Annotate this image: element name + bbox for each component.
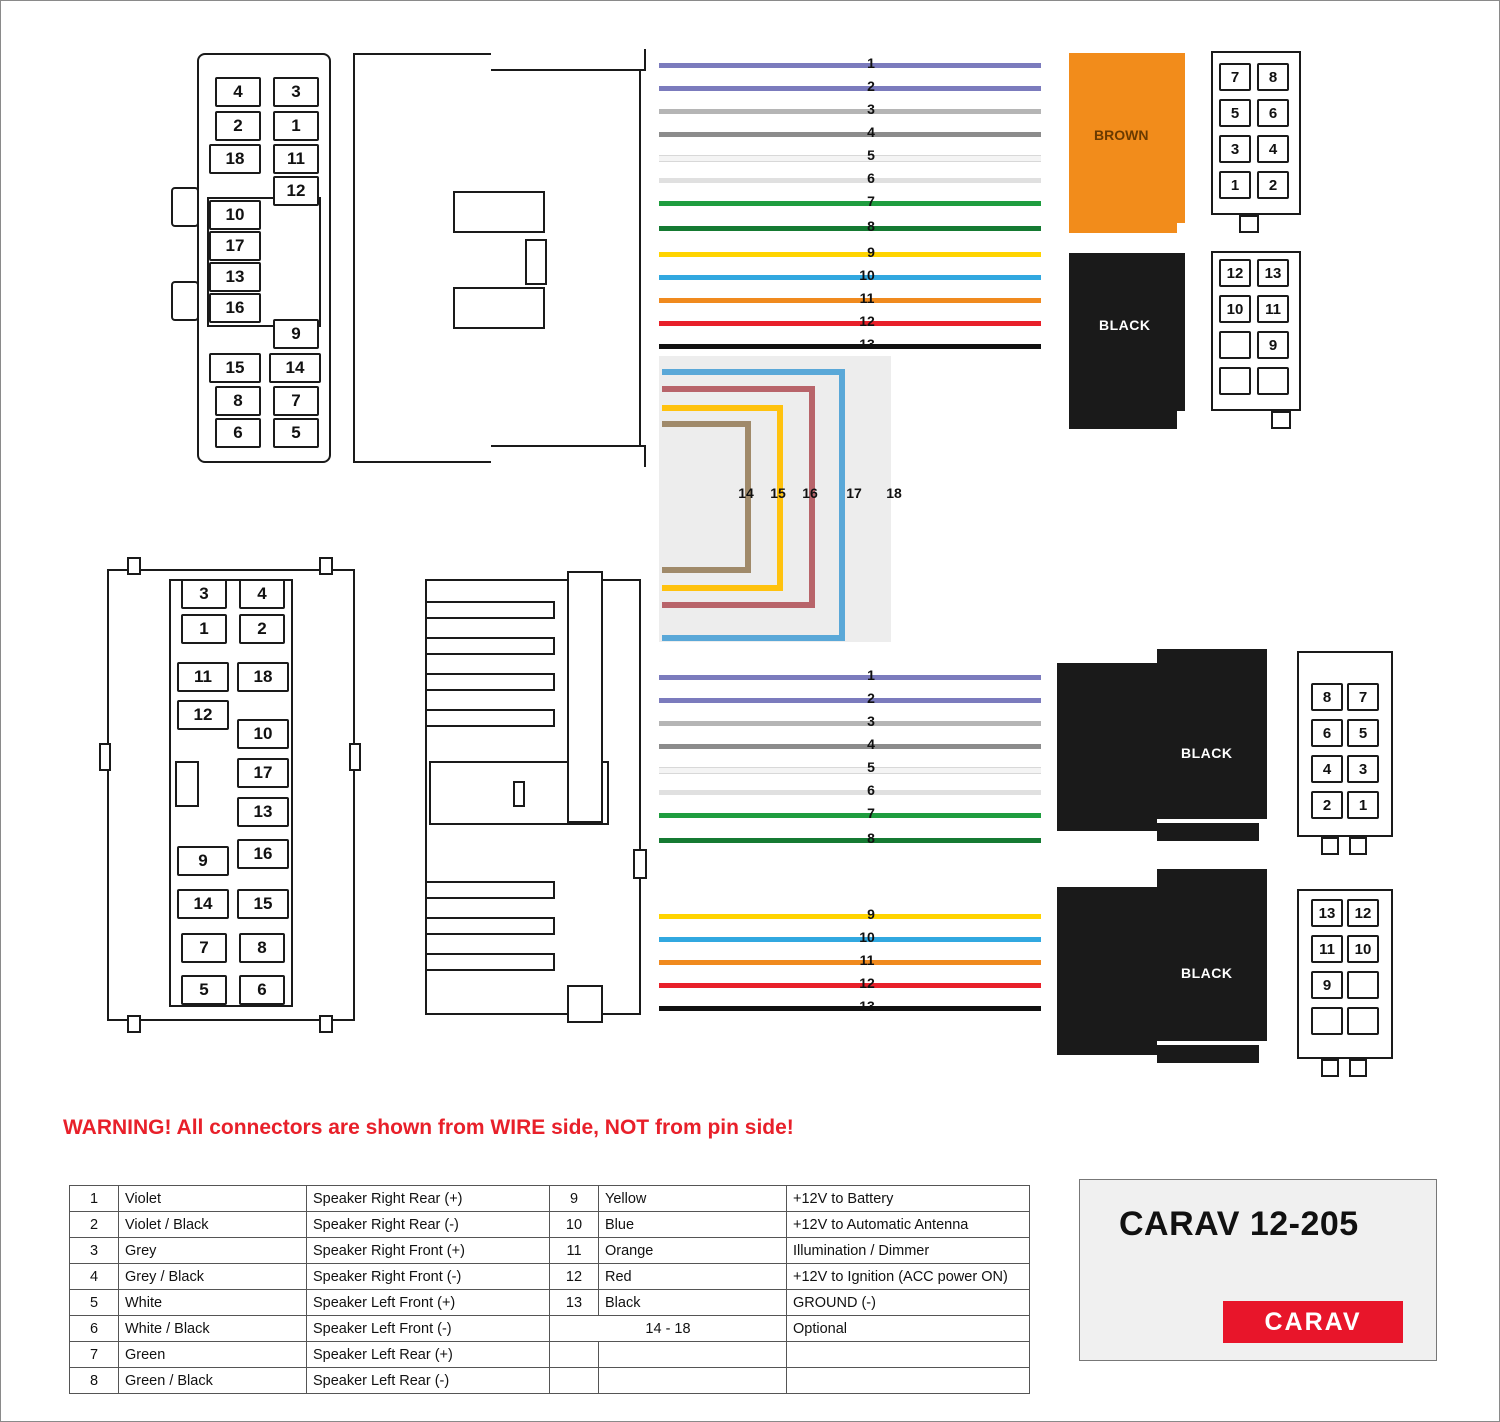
wire-1 — [659, 675, 1041, 680]
table-row — [70, 1290, 1030, 1316]
legend-color-r — [599, 1368, 787, 1394]
pin-box: 6 — [1257, 99, 1289, 127]
wire-number: 13 — [859, 998, 875, 1014]
pin-box: 8 — [1257, 63, 1289, 91]
legend-color: Green / Black — [119, 1368, 307, 1394]
pin-box: 13 — [1311, 899, 1343, 927]
profile-notch-top — [491, 49, 646, 71]
wire-number: 17 — [846, 485, 862, 501]
iso-brown-pin-housing-tab — [1239, 215, 1259, 233]
legend-desc: Speaker Right Rear (+) — [307, 1186, 550, 1212]
legend-desc-r: +12V to Ignition (ACC power ON) — [787, 1264, 1030, 1290]
wire-17 — [839, 369, 845, 641]
pin-box: 12 — [177, 700, 229, 730]
wire-9 — [659, 252, 1041, 257]
profile-rib-6 — [425, 917, 555, 935]
pin-box: 8 — [215, 386, 261, 416]
wire-number: 9 — [867, 244, 875, 260]
pin-box: 6 — [239, 975, 285, 1005]
iso-brown-label: BROWN — [1094, 127, 1149, 143]
iso-black-connector-bottom-2b — [1157, 869, 1267, 1041]
wire-number: 3 — [867, 101, 875, 117]
top-left-connector-profile — [353, 53, 641, 463]
legend-num-r: 12 — [550, 1264, 599, 1290]
wire-number: 6 — [867, 170, 875, 186]
wire-3 — [659, 109, 1041, 114]
wire-14-h — [662, 421, 748, 427]
iso-black-connector-bottom-1b — [1157, 649, 1267, 819]
legend-desc-r — [787, 1368, 1030, 1394]
iso-black-connector-bottom-2-tab — [1157, 1045, 1259, 1063]
pin-box: 11 — [1311, 935, 1343, 963]
pin-box — [1347, 971, 1379, 999]
legend-num-r: 10 — [550, 1212, 599, 1238]
pin-box: 2 — [1257, 171, 1289, 199]
profile-rib-3 — [425, 673, 555, 691]
warning-text: WARNING! All connectors are shown from WIRE side, NOT from pin side! — [63, 1116, 794, 1139]
wire-10 — [659, 275, 1041, 280]
wire-number: 12 — [859, 313, 875, 329]
pin-box — [1219, 331, 1251, 359]
pin-box: 12 — [1219, 259, 1251, 287]
wire-16-h — [662, 386, 812, 392]
pin-box: 6 — [215, 418, 261, 448]
table-row — [70, 1186, 1030, 1212]
wire-number: 5 — [867, 759, 875, 775]
legend-desc-r: +12V to Automatic Antenna — [787, 1212, 1030, 1238]
bottom-left-connector-latch-tr — [319, 557, 333, 575]
legend-num-r: 13 — [550, 1290, 599, 1316]
legend-desc-r: Illumination / Dimmer — [787, 1238, 1030, 1264]
table-row — [70, 1368, 1030, 1394]
pin-box: 1 — [1347, 791, 1379, 819]
iso-pin-housing-bottom-2-tab-l — [1321, 1059, 1339, 1077]
profile-rib-1 — [425, 601, 555, 619]
pin-box: 5 — [181, 975, 227, 1005]
wire-6 — [659, 178, 1041, 183]
iso-pin-housing-bottom-1-tab-l — [1321, 837, 1339, 855]
pin-box: 4 — [215, 77, 261, 107]
pin-box: 17 — [209, 231, 261, 261]
legend-color-r: Yellow — [599, 1186, 787, 1212]
pin-box: 2 — [1311, 791, 1343, 819]
legend-color: Violet / Black — [119, 1212, 307, 1238]
pin-box: 15 — [237, 889, 289, 919]
wire-number: 9 — [867, 906, 875, 922]
wire-number: 8 — [867, 218, 875, 234]
wire-number: 11 — [859, 290, 875, 306]
wire-5 — [659, 767, 1041, 774]
wire-5 — [659, 155, 1041, 162]
legend-num-r: 14 - 18 — [550, 1316, 787, 1342]
pin-box — [1257, 367, 1289, 395]
wire-number: 4 — [867, 736, 875, 752]
profile-inner-block-3 — [525, 239, 547, 285]
pin-box: 11 — [273, 144, 319, 174]
wire-number: 6 — [867, 782, 875, 798]
profile-rib-4 — [425, 709, 555, 727]
wire-number: 12 — [859, 975, 875, 991]
legend-num: 7 — [70, 1342, 119, 1368]
wire-10 — [659, 937, 1041, 942]
pin-box: 14 — [269, 353, 321, 383]
pin-box: 15 — [209, 353, 261, 383]
wire-2 — [659, 86, 1041, 91]
wire-number: 16 — [802, 485, 818, 501]
legend-num: 8 — [70, 1368, 119, 1394]
top-left-connector-tab-2 — [171, 281, 199, 321]
profile-rib-2 — [425, 637, 555, 655]
legend-num-r — [550, 1342, 599, 1368]
pin-box: 3 — [273, 77, 319, 107]
pin-box: 3 — [181, 579, 227, 609]
table-row — [70, 1212, 1030, 1238]
pin-box: 13 — [209, 262, 261, 292]
legend-desc: Speaker Right Rear (-) — [307, 1212, 550, 1238]
profile-right-rail-bottom — [567, 985, 603, 1023]
pin-box: 3 — [1219, 135, 1251, 163]
table-row — [70, 1238, 1030, 1264]
legend-desc-r: GROUND (-) — [787, 1290, 1030, 1316]
pin-box: 1 — [181, 614, 227, 644]
pin-box: 4 — [1257, 135, 1289, 163]
wire-8 — [659, 838, 1041, 843]
pin-box: 10 — [237, 719, 289, 749]
pin-box: 10 — [1219, 295, 1251, 323]
legend-color-r: Red — [599, 1264, 787, 1290]
wire-number: 14 — [738, 485, 754, 501]
legend-num-r: 11 — [550, 1238, 599, 1264]
wire-4 — [659, 744, 1041, 749]
top-left-connector-tab-1 — [171, 187, 199, 227]
wire-number: 7 — [867, 193, 875, 209]
legend-num: 1 — [70, 1186, 119, 1212]
profile-rib-5 — [425, 881, 555, 899]
wire-number: 2 — [867, 690, 875, 706]
wire-11 — [659, 960, 1041, 965]
pin-box: 4 — [239, 579, 285, 609]
wire-7 — [659, 813, 1041, 818]
profile-inner-block-1 — [453, 191, 545, 233]
iso-brown-connector-tab — [1069, 215, 1177, 233]
wire-number: 10 — [859, 267, 875, 283]
wire-number: 11 — [859, 952, 875, 968]
wire-13 — [659, 344, 1041, 349]
pin-box: 10 — [209, 200, 261, 230]
pin-box: 1 — [273, 111, 319, 141]
legend-num: 3 — [70, 1238, 119, 1264]
wire-2 — [659, 698, 1041, 703]
pin-box: 6 — [1311, 719, 1343, 747]
pin-box: 5 — [1219, 99, 1251, 127]
pin-box — [1219, 367, 1251, 395]
pin-box: 16 — [209, 293, 261, 323]
pin-box: 7 — [1219, 63, 1251, 91]
wire-15-h — [662, 405, 780, 411]
legend-color-r — [599, 1342, 787, 1368]
pin-box: 11 — [177, 662, 229, 692]
pin-box: 18 — [237, 662, 289, 692]
pin-box: 9 — [177, 846, 229, 876]
pin-box — [1311, 1007, 1343, 1035]
legend-color-r: Black — [599, 1290, 787, 1316]
profile-side-notch — [633, 849, 647, 879]
table-row — [70, 1316, 1030, 1342]
iso-pin-housing-bottom-1-tab-r — [1349, 837, 1367, 855]
wire-17-h — [662, 369, 842, 375]
pin-box: 17 — [237, 758, 289, 788]
wire-13 — [659, 1006, 1041, 1011]
wire-11 — [659, 298, 1041, 303]
legend-desc: Speaker Left Rear (+) — [307, 1342, 550, 1368]
pin-box: 9 — [273, 319, 319, 349]
wire-number: 5 — [867, 147, 875, 163]
pin-box: 7 — [273, 386, 319, 416]
legend-color-r: Blue — [599, 1212, 787, 1238]
pin-box: 16 — [237, 839, 289, 869]
bottom-left-connector-key — [175, 761, 199, 807]
pin-box: 7 — [181, 933, 227, 963]
wire-16-h2 — [662, 602, 812, 608]
iso-black-connector-bottom-1-tab — [1157, 823, 1259, 841]
profile-inner-block-2 — [453, 287, 545, 329]
pin-box: 3 — [1347, 755, 1379, 783]
wire-number: 1 — [867, 667, 875, 683]
profile-right-rail — [567, 571, 603, 823]
pin-box: 5 — [1347, 719, 1379, 747]
table-row — [70, 1264, 1030, 1290]
legend-color-r: Orange — [599, 1238, 787, 1264]
legend-desc-r: Optional — [787, 1316, 1030, 1342]
pin-box: 13 — [237, 797, 289, 827]
iso-black-label-top: BLACK — [1099, 317, 1151, 333]
legend-desc: Speaker Right Front (+) — [307, 1238, 550, 1264]
wire-number: 2 — [867, 78, 875, 94]
pin-box: 4 — [1311, 755, 1343, 783]
legend-desc-r — [787, 1342, 1030, 1368]
wire-8 — [659, 226, 1041, 231]
pin-legend-table — [69, 1185, 1030, 1394]
legend-num-r: 9 — [550, 1186, 599, 1212]
legend-color: Grey / Black — [119, 1264, 307, 1290]
pin-box: 10 — [1347, 935, 1379, 963]
bottom-left-connector-latch-br — [319, 1015, 333, 1033]
wire-number: 13 — [859, 336, 875, 352]
wire-17-h2 — [662, 635, 842, 641]
pin-box: 2 — [239, 614, 285, 644]
wire-15-h2 — [662, 585, 780, 591]
pin-box: 13 — [1257, 259, 1289, 287]
legend-num: 4 — [70, 1264, 119, 1290]
pin-box: 1 — [1219, 171, 1251, 199]
wire-4 — [659, 132, 1041, 137]
profile-center-keyway — [513, 781, 525, 807]
legend-num: 2 — [70, 1212, 119, 1238]
wire-9 — [659, 914, 1041, 919]
wire-6 — [659, 790, 1041, 795]
legend-desc-r: +12V to Battery — [787, 1186, 1030, 1212]
profile-notch-bottom — [491, 445, 646, 467]
pin-box — [1347, 1007, 1379, 1035]
product-code: CARAV 12-205 — [1119, 1205, 1359, 1243]
bottom-left-connector-latch-bl — [127, 1015, 141, 1033]
iso-black-connector-top-tab — [1069, 411, 1177, 429]
legend-num: 6 — [70, 1316, 119, 1342]
iso-black-label-bottom-1: BLACK — [1181, 745, 1233, 761]
pin-box: 11 — [1257, 295, 1289, 323]
carav-logo: CARAV — [1223, 1301, 1403, 1343]
legend-desc: Speaker Right Front (-) — [307, 1264, 550, 1290]
wire-12 — [659, 321, 1041, 326]
iso-pin-housing-bottom-2-tab-r — [1349, 1059, 1367, 1077]
legend-color: Violet — [119, 1186, 307, 1212]
legend-color: Grey — [119, 1238, 307, 1264]
wire-number: 10 — [859, 929, 875, 945]
legend-num-r — [550, 1368, 599, 1394]
bottom-left-connector-side-r — [349, 743, 361, 771]
bottom-left-connector-side-l — [99, 743, 111, 771]
wire-number: 18 — [886, 485, 902, 501]
pin-box: 8 — [239, 933, 285, 963]
iso-black-connector-bottom-1 — [1057, 663, 1157, 831]
pin-box: 14 — [177, 889, 229, 919]
pin-box: 12 — [273, 176, 319, 206]
table-row — [70, 1342, 1030, 1368]
legend-desc: Speaker Left Front (+) — [307, 1290, 550, 1316]
wire-7 — [659, 201, 1041, 206]
pin-box: 2 — [215, 111, 261, 141]
iso-black-label-bottom-2: BLACK — [1181, 965, 1233, 981]
bottom-left-connector-latch-tl — [127, 557, 141, 575]
wire-number: 15 — [770, 485, 786, 501]
wire-1 — [659, 63, 1041, 68]
pin-box: 5 — [273, 418, 319, 448]
profile-rib-7 — [425, 953, 555, 971]
legend-desc: Speaker Left Front (-) — [307, 1316, 550, 1342]
iso-black-pin-housing-top-tab — [1271, 411, 1291, 429]
pin-box: 18 — [209, 144, 261, 174]
legend-color: White — [119, 1290, 307, 1316]
wire-number: 8 — [867, 830, 875, 846]
wire-number: 7 — [867, 805, 875, 821]
legend-color: White / Black — [119, 1316, 307, 1342]
wire-number: 1 — [867, 55, 875, 71]
pin-box: 9 — [1257, 331, 1289, 359]
wire-12 — [659, 983, 1041, 988]
legend-num: 5 — [70, 1290, 119, 1316]
wire-14-h2 — [662, 567, 748, 573]
wire-number: 3 — [867, 713, 875, 729]
wire-3 — [659, 721, 1041, 726]
pin-box: 9 — [1311, 971, 1343, 999]
iso-black-connector-bottom-2 — [1057, 887, 1157, 1055]
pin-box: 8 — [1311, 683, 1343, 711]
legend-color: Green — [119, 1342, 307, 1368]
pin-box: 12 — [1347, 899, 1379, 927]
wire-number: 4 — [867, 124, 875, 140]
pin-box: 7 — [1347, 683, 1379, 711]
legend-desc: Speaker Left Rear (-) — [307, 1368, 550, 1394]
